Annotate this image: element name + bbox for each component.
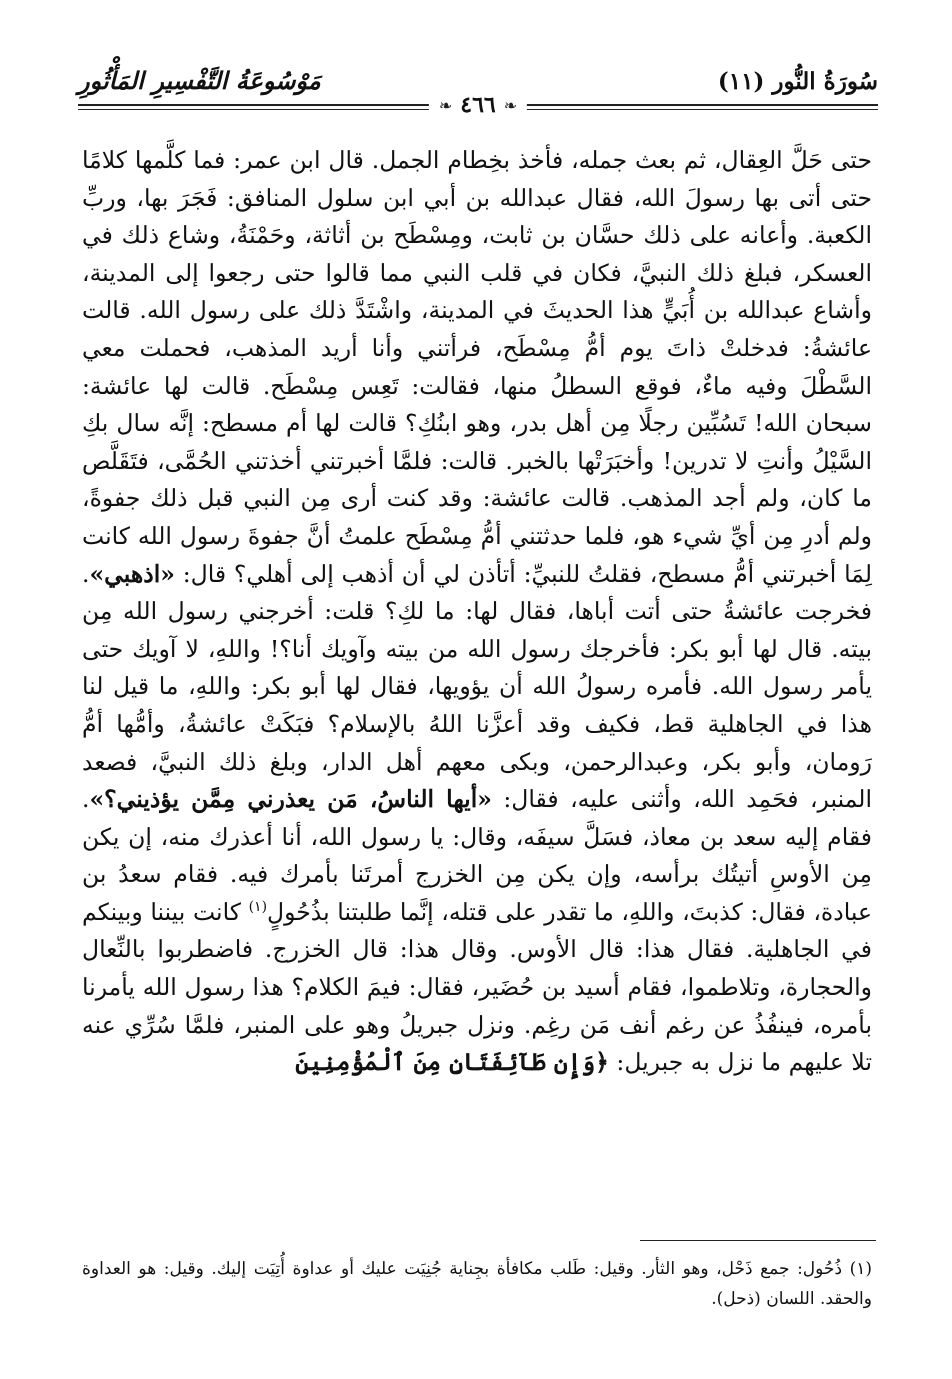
text-segment-4: كانت بيننا وبينكم في الجاهلية. فقال هذا: قال الأوس. وقال هذا: قال الخزرج. فاضطربوا بالنِّعال والحجارة، وتلاطموا، فقام أسيد بن حُضَير، فقال: فيمَ الكلام؟ هذا رسول الله يأمرنا بأمره، فينفُذُ عن رغم أنف مَن رغِم. ونزل جبريلُ وهو على المنبر، فلمَّا سُرِّي عنه تلا عليهم ما نزل به جبريل: bbox=[82, 897, 872, 1077]
footnote-1: (١) ذُحُول: جمع ذَحْل، وهو الثأر. وقيل: طَلب مكافأة بجِناية جُنِيَت عليك أو عداوة أُتِيَت إليك. وقيل: هو العداوة والحقد. اللسان (ذحل). bbox=[82, 1259, 872, 1309]
quote-man-yadhiruni: «أيها الناسُ، مَن يعذرني مِمَّن يؤذيني؟» bbox=[89, 785, 492, 814]
text-segment-1: حتى حَلَّ العِقال، ثم بعث جمله، فأخذ بخِطام الجمل. قال ابن عمر: فما كلَّمها كلامًا حتى أتى بها رسولَ الله، فقال عبدالله بن أبي ابن سلول المنافق: فَجَرَ بها، وربِّ الكعبة. وأعانه على ذلك حسَّان بن ثابت، ومِسْطَح بن أثاثة، وحَمْنَةُ، وشاع ذلك في العسكر، فبلغ ذلك النبيَّ، فكان في قلب النبي مما قالوا حتى رجعوا إلى المدينة، وأشاع عبدالله بن أُبَيٍّ هذا الحديثَ في المدينة، واشْتَدَّ ذلك على رسول الله. قالت عائشةُ: فدخلتْ ذاتَ يوم أمُّ مِسْطَح، فرأتني وأنا أريد المذهب، فحملت معي السَّطْلَ وفيه ماءٌ، فوقع السطلُ منها، فقالت: تَعِس مِسْطَح. قالت لها عائشة: سبحان الله! تَسُبِّين رجلًا مِن أهل بدر، وهو ابنُكِ؟ قالت لها أم مسطح: إنَّه سال بكِ السَّيْلُ وأنتِ لا تدرين! وأخبَرَتْها بالخبر. قالت: فلمَّا أخبرتني أخذتني الحُمَّى، فتَقَلَّص ما كان، ولم أجد المذهب. قالت عائشة: وقد كنت أرى مِن النبي قبل ذلك جفوةً، ولم أدرِ مِن أيِّ شيء هو، فلما حدثتني أمُّ مِسْطَح علمتُ أنَّ جفوةَ رسول الله كانت لِمَا أخبرتني أمُّ مسطح، فقلتُ للنبيِّ: أتأذن لي أن أذهب إلى أهلي؟ قال: bbox=[82, 146, 872, 588]
quran-verse: ﴿وَإِن طَآئِفَتَانِ مِنَ ٱلْمُؤْمِنِينَ bbox=[295, 1048, 609, 1077]
book-title: مَوْسُوعَةُ التَّفْسِيرِ المَأْثُورِ bbox=[78, 66, 321, 95]
page-number: ٤٦٦ bbox=[460, 92, 496, 118]
footnote-rule bbox=[640, 1240, 876, 1241]
page-number-block bbox=[429, 92, 527, 118]
text-segment-2: . فخرجت عائشةُ حتى أتت أباها، فقال لها: ما لكِ؟ قلت: أخرجني رسول الله مِن بيته. قال لها أبو بكر: فأخرجك رسول الله من بيته وآويك أنا؟! واللهِ، لا آويك حتى يأمر رسول الله. فأمره رسولُ الله أن يؤويها، فقال لها أبو بكر: واللهِ، ما قيل لنا هذا في الجاهلية قط، فكيف وقد أعزَّنا اللهُ بالإسلام؟ فبَكَتْ عائشةُ، وأمُّها أمُّ رَومان، وأبو بكر، وعبدالرحمن، وبكى معهم أهل الدار، وبلغ ذلك النبيَّ، فصعد المنبر، فحَمِد الله، وأثنى عليه، فقال: bbox=[82, 559, 872, 814]
main-paragraph bbox=[82, 142, 872, 1082]
footnote-ref: (١) bbox=[248, 899, 268, 916]
quote-idhhabi: «اذهبي» bbox=[89, 559, 175, 588]
main-text bbox=[82, 142, 872, 1082]
surah-title: سُورَةُ النُّور (١١) bbox=[717, 68, 878, 95]
page-header bbox=[78, 58, 878, 118]
footnotes bbox=[82, 1254, 872, 1314]
ornament-left-icon: ❧ bbox=[438, 95, 453, 115]
text-segment-3: . فقام إليه سعد بن معاذ، فسَلَّ سيفَه، وقال: يا رسول الله، أنا أعذرك منه، إن يكن مِن الأوسِ أتيتُك برأسه، وإن يكن مِن الخزرج أمرتَنا بأمرك فيه. فقام سعدُ بن عبادة، فقال: كذبتَ، واللهِ، ما تقدر على قتله، إنَّما طلبتنا بذُحُولٍ bbox=[82, 785, 872, 926]
ornament-right-icon: ❧ bbox=[503, 95, 518, 115]
